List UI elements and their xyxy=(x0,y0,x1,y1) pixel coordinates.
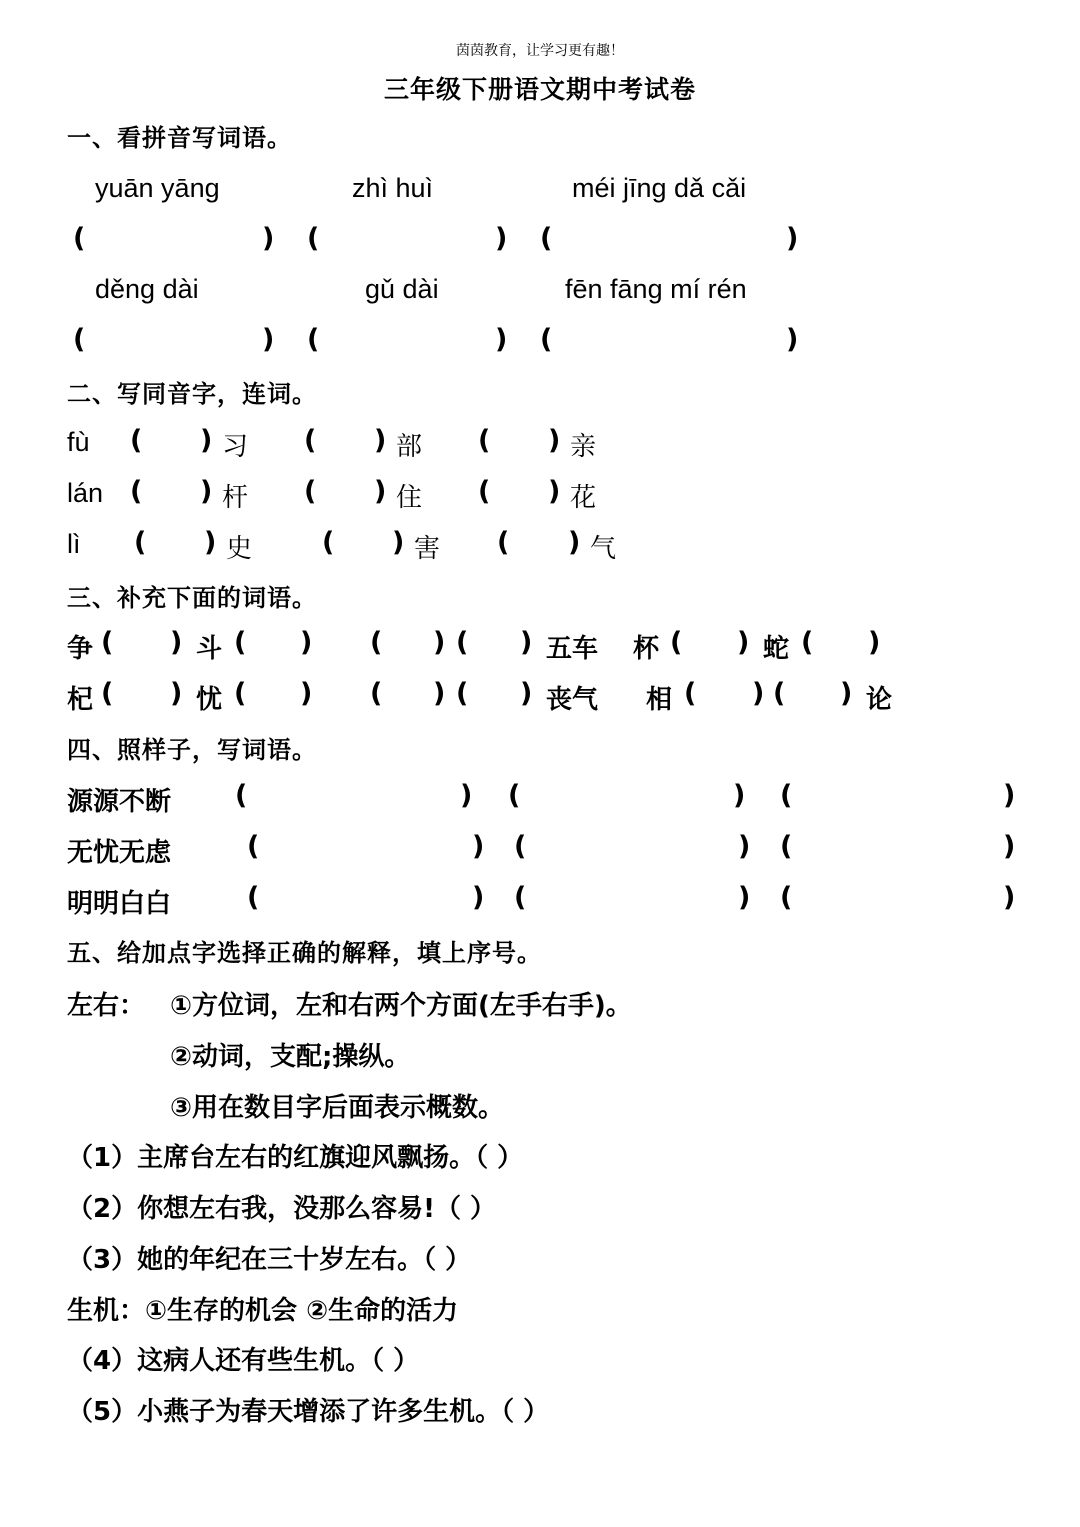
answer-blank-open[interactable]: ( xyxy=(307,324,320,355)
idiom-chars: 丧气 xyxy=(546,685,599,715)
blank-open[interactable]: ( xyxy=(370,678,383,709)
blank-close: ) xyxy=(548,425,561,456)
blank-close: ) xyxy=(460,780,473,811)
blank-open[interactable]: ( xyxy=(101,627,114,658)
idiom-char: 杯 xyxy=(633,634,660,664)
example-word: 无忧无虑 xyxy=(67,838,172,868)
blank-open[interactable]: ( xyxy=(247,831,260,862)
idiom-char: 忧 xyxy=(196,685,223,715)
idiom-char: 斗 xyxy=(196,634,223,664)
example-word: 源源不断 xyxy=(67,787,172,817)
question-5[interactable]: （5）小燕子为春天增添了许多生机。（ ） xyxy=(67,1397,550,1427)
blank-close: ) xyxy=(737,627,750,658)
blank-close: ) xyxy=(733,780,746,811)
pinyin-2: zhì huì xyxy=(352,173,434,203)
blank-close: ) xyxy=(204,527,217,558)
section-4-heading: 四、照样子，写词语。 xyxy=(67,736,317,764)
word-char: 史 xyxy=(226,534,253,564)
word-char: 住 xyxy=(396,483,423,513)
idiom-char: 蛇 xyxy=(763,634,790,664)
blank-close: ) xyxy=(868,627,881,658)
blank-close: ) xyxy=(520,627,533,658)
blank-close: ) xyxy=(300,627,313,658)
blank-close: ) xyxy=(472,831,485,862)
blank-close: ) xyxy=(840,678,853,709)
blank-open[interactable]: ( xyxy=(304,476,317,507)
word-char: 亲 xyxy=(570,432,597,462)
blank-close: ) xyxy=(738,882,751,913)
example-word: 明明白白 xyxy=(67,889,172,919)
blank-close: ) xyxy=(568,527,581,558)
blank-open[interactable]: ( xyxy=(780,831,793,862)
blank-open[interactable]: ( xyxy=(456,627,469,658)
pinyin-3: méi jīng dǎ cǎi xyxy=(572,173,747,203)
answer-blank-close: ) xyxy=(495,223,508,254)
blank-open[interactable]: ( xyxy=(670,627,683,658)
blank-open[interactable]: ( xyxy=(478,425,491,456)
blank-open[interactable]: ( xyxy=(370,627,383,658)
blank-close: ) xyxy=(374,476,387,507)
word-char: 部 xyxy=(396,432,423,462)
blank-open[interactable]: ( xyxy=(508,780,521,811)
word-char: 气 xyxy=(590,534,617,564)
blank-open[interactable]: ( xyxy=(684,678,697,709)
blank-open[interactable]: ( xyxy=(304,425,317,456)
blank-close: ) xyxy=(1003,882,1016,913)
blank-close: ) xyxy=(548,476,561,507)
blank-open[interactable]: ( xyxy=(130,476,143,507)
question-1[interactable]: （1）主席台左右的红旗迎风飘扬。（ ） xyxy=(67,1143,524,1173)
answer-blank-open[interactable]: ( xyxy=(307,223,320,254)
idiom-char: 论 xyxy=(866,685,893,715)
blank-close: ) xyxy=(752,678,765,709)
idiom-char: 相 xyxy=(646,685,673,715)
blank-close: ) xyxy=(200,476,213,507)
question-2[interactable]: （2）你想左右我，没那么容易!（ ） xyxy=(67,1194,497,1224)
blank-close: ) xyxy=(200,425,213,456)
blank-open[interactable]: ( xyxy=(456,678,469,709)
blank-close: ) xyxy=(472,882,485,913)
answer-blank-open[interactable]: ( xyxy=(73,324,86,355)
pinyin-1: yuān yāng xyxy=(95,173,220,203)
idiom-char: 争 xyxy=(67,634,94,664)
word-char: 习 xyxy=(222,432,249,462)
question-3[interactable]: （3）她的年纪在三十岁左右。（ ） xyxy=(67,1245,472,1275)
blank-open[interactable]: ( xyxy=(234,627,247,658)
section-2-heading: 二、写同音字，连词。 xyxy=(67,380,317,408)
question-4[interactable]: （4）这病人还有些生机。（ ） xyxy=(67,1346,420,1376)
pinyin-4: děng dài xyxy=(95,274,199,304)
blank-close: ) xyxy=(170,627,183,658)
homophone-pinyin: lì xyxy=(67,529,81,559)
blank-open[interactable]: ( xyxy=(130,425,143,456)
blank-open[interactable]: ( xyxy=(801,627,814,658)
answer-blank-open[interactable]: ( xyxy=(73,223,86,254)
answer-blank-open[interactable]: ( xyxy=(540,324,553,355)
term-label: 左右： xyxy=(67,991,146,1021)
blank-open[interactable]: ( xyxy=(780,780,793,811)
blank-open[interactable]: ( xyxy=(235,780,248,811)
blank-open[interactable]: ( xyxy=(514,882,527,913)
pinyin-6: fēn fāng mí rén xyxy=(565,274,747,304)
definition-3: ③用在数目字后面表示概数。 xyxy=(170,1093,505,1123)
answer-blank-close: ) xyxy=(786,223,799,254)
blank-close: ) xyxy=(433,678,446,709)
blank-open[interactable]: ( xyxy=(234,678,247,709)
section-3-heading: 三、补充下面的词语。 xyxy=(67,584,317,612)
blank-open[interactable]: ( xyxy=(514,831,527,862)
pinyin-5: gǔ dài xyxy=(365,274,439,304)
blank-close: ) xyxy=(433,627,446,658)
section-1-heading: 一、看拼音写词语。 xyxy=(67,124,292,152)
blank-close: ) xyxy=(300,678,313,709)
answer-blank-open[interactable]: ( xyxy=(540,223,553,254)
section-5-heading: 五、给加点字选择正确的解释，填上序号。 xyxy=(67,939,542,967)
blank-open[interactable]: ( xyxy=(322,527,335,558)
blank-open[interactable]: ( xyxy=(101,678,114,709)
page-header: 茵茵教育，让学习更有趣！ xyxy=(456,43,624,59)
word-char: 花 xyxy=(570,483,597,513)
blank-close: ) xyxy=(392,527,405,558)
word-char: 杆 xyxy=(222,483,249,513)
blank-open[interactable]: ( xyxy=(773,678,786,709)
blank-close: ) xyxy=(170,678,183,709)
definition-2: ②动词，支配;操纵。 xyxy=(170,1042,411,1072)
blank-open[interactable]: ( xyxy=(247,882,260,913)
homophone-pinyin: fù xyxy=(67,427,90,457)
blank-close: ) xyxy=(520,678,533,709)
definition-1: ①方位词，左和右两个方面(左手右手)。 xyxy=(170,991,632,1021)
blank-open[interactable]: ( xyxy=(478,476,491,507)
blank-open[interactable]: ( xyxy=(134,527,147,558)
blank-open[interactable]: ( xyxy=(780,882,793,913)
term-label-2: 生机：①生存的机会 ②生命的活力 xyxy=(67,1296,459,1326)
page-title: 三年级下册语文期中考试卷 xyxy=(383,75,696,104)
blank-open[interactable]: ( xyxy=(497,527,510,558)
answer-blank-close: ) xyxy=(786,324,799,355)
idiom-char: 杞 xyxy=(67,685,94,715)
word-char: 害 xyxy=(414,534,441,564)
homophone-pinyin: lán xyxy=(67,478,104,508)
answer-blank-close: ) xyxy=(495,324,508,355)
blank-close: ) xyxy=(738,831,751,862)
blank-close: ) xyxy=(374,425,387,456)
blank-close: ) xyxy=(1003,831,1016,862)
idiom-chars: 五车 xyxy=(546,634,599,664)
answer-blank-close: ) xyxy=(262,324,275,355)
blank-close: ) xyxy=(1003,780,1016,811)
answer-blank-close: ) xyxy=(262,223,275,254)
